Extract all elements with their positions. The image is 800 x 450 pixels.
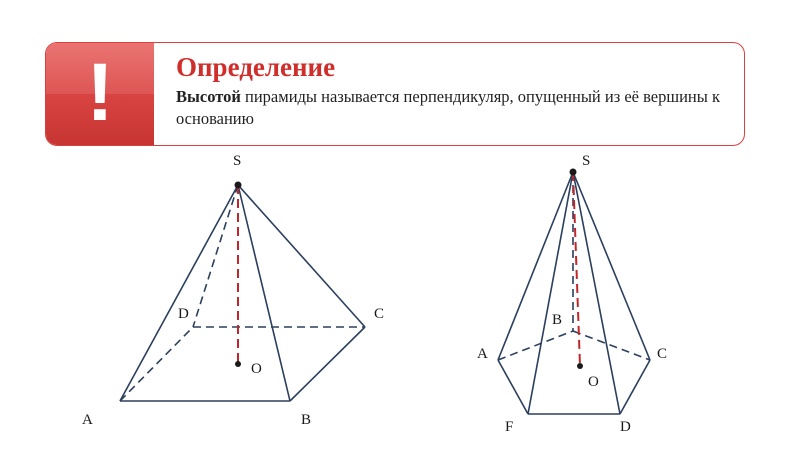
hex-label-F: F [505,419,514,435]
label-D: D [178,306,189,322]
edge-SA [120,185,238,401]
edge-BC-hidden [573,331,650,360]
edge-SB [238,185,290,401]
edge-SF [528,172,573,414]
edge-BC [290,327,365,401]
edge-SC [573,172,650,360]
definition-term: Высотой [176,87,241,106]
edge-SC [238,185,365,327]
point-O-dot [235,361,241,367]
definition-title: Определение [176,52,336,82]
label-A: A [82,412,93,428]
edge-AF [498,360,528,414]
label-B: B [301,412,312,428]
hex-vertex-S-dot [570,169,577,176]
hex-label-C: C [657,346,668,362]
hex-label-A: A [477,346,488,362]
hex-pyramid [498,172,650,414]
hex-label-B: B [552,312,563,328]
vertex-S-dot [235,182,242,189]
exclamation-icon: ! [86,47,114,138]
edge-AB-hidden [498,331,573,360]
edge-SA [498,172,573,360]
label-O: O [251,361,262,377]
hex-label-D: D [620,419,631,435]
hex-label-S: S [582,153,591,169]
edge-AD-hidden [120,327,193,401]
hex-label-O: O [588,374,599,390]
definition-body: пирамиды называется перпендикуляр, опущенный из её вершины к основанию [176,87,720,128]
edge-DC [620,360,650,414]
quad-pyramid [120,185,365,401]
label-S: S [233,153,242,169]
hex-point-O-dot [577,363,583,369]
label-C: C [374,306,385,322]
